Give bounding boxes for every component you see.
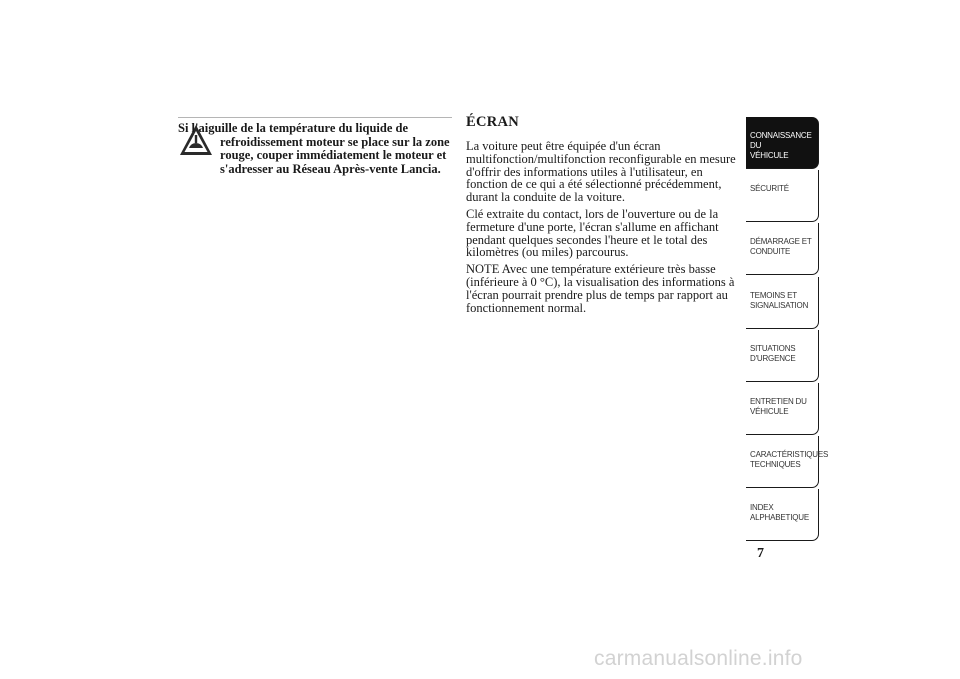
tab-label: ENTRETIEN DU VÉHICULE: [750, 396, 807, 416]
warning-text: Si l'aiguille de la température du liquide de refroidissement moteur se place sur la zone rouge, couper immédiatement le moteur et s'adresser au Réseau Après-vente Lancia.: [178, 121, 450, 176]
tab-label: CARACTÉRISTIQUES TECHNIQUES: [750, 450, 829, 470]
warning-divider: [178, 117, 452, 118]
tab-label: DÉMARRAGE ET CONDUITE: [750, 237, 812, 257]
tab-label: CONNAISSANCE DU VÉHICULE: [750, 131, 812, 160]
ecran-section: [466, 114, 742, 318]
section-title: ÉCRAN: [466, 114, 520, 130]
tab-label: INDEX ALPHABETIQUE: [750, 503, 809, 523]
tab-entretien-du-vehicule[interactable]: [746, 383, 819, 435]
tab-demarrage-et-conduite[interactable]: [746, 223, 819, 275]
tab-label: SÉCURITÉ: [750, 184, 789, 194]
warning-block: [178, 122, 452, 176]
tab-caracteristiques-techniques[interactable]: [746, 436, 829, 488]
watermark: carmanualsonline.info: [594, 647, 803, 670]
tab-situations-d-urgence[interactable]: [746, 330, 819, 382]
tab-index-alphabetique[interactable]: [746, 489, 819, 541]
tab-temoins-et-signalisation[interactable]: [746, 277, 819, 329]
paragraph-2: Clé extraite du contact, lors de l'ouverture ou de la fermeture d'une porte, l'écran s'allume en affichant pendant quelques secondes l'heure et le total des kilomètres (ou miles) parcourus.: [466, 206, 719, 260]
tab-securite[interactable]: [746, 170, 819, 222]
tab-label: SITUATIONS D'URGENCE: [750, 343, 796, 363]
tab-label: TEMOINS ET SIGNALISATION: [750, 290, 809, 310]
paragraph-1: La voiture peut être équipée d'un écran multifonction/multifonction reconfigurable en mesure d'offrir des informations utiles à l'utilisateur, en fonction de ce qui a été sélectionné précédemment, durant la conduite de la voiture.: [466, 139, 736, 205]
paragraph-3: NOTE Avec une température extérieure très basse (inférieure à 0 °C), la visualisation des informations à l'écran pourrait prendre plus de temps par rapport au fonctionnement normal.: [466, 262, 735, 315]
chapter-sidebar: [746, 117, 829, 543]
tab-connaissance-du-vehicule[interactable]: [746, 117, 819, 169]
page-number: 7: [757, 546, 764, 561]
